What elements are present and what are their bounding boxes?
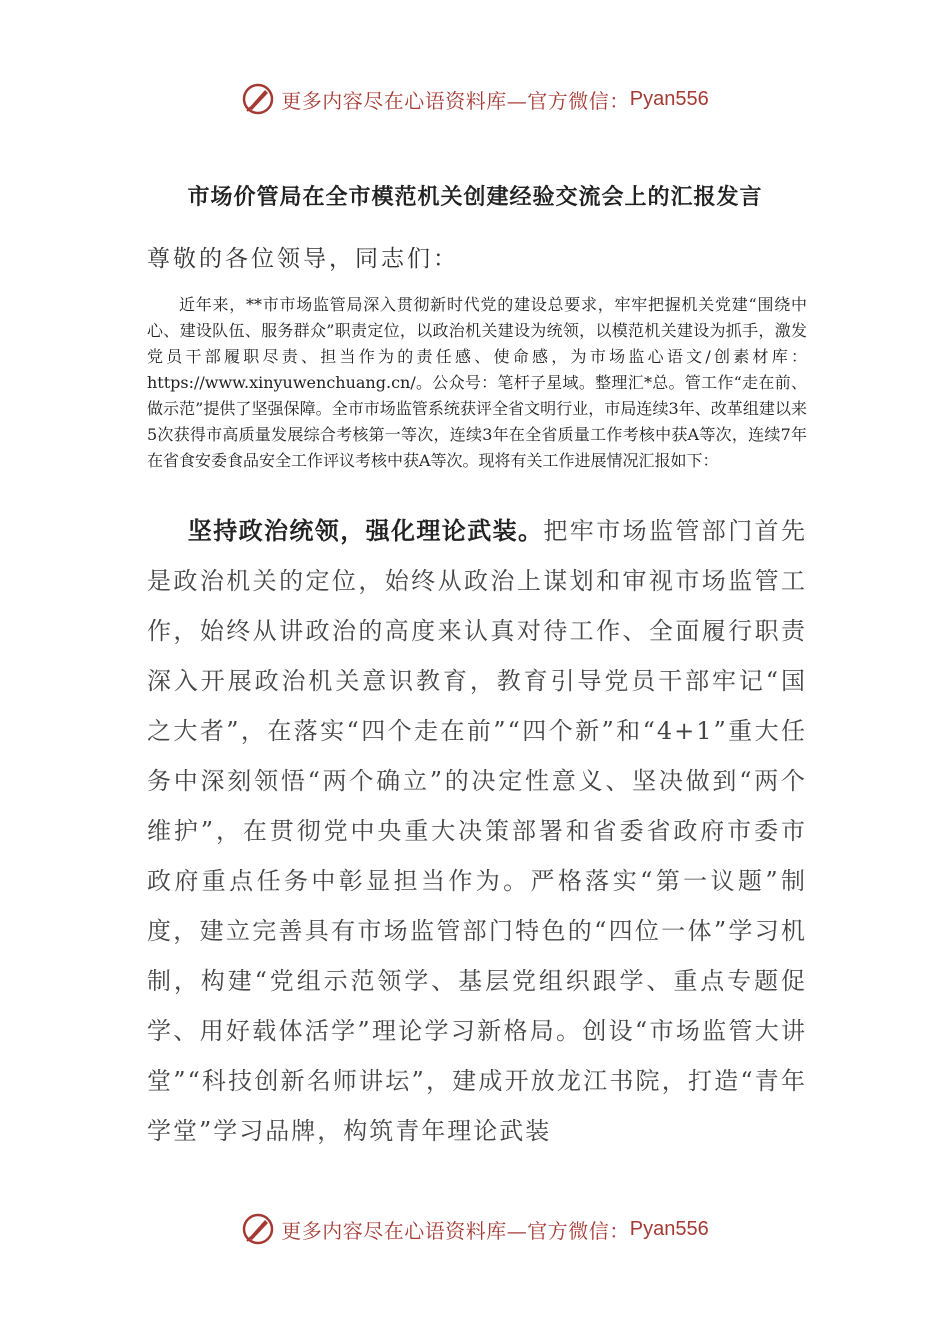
- watermark-wechat: Pyan556: [629, 1217, 709, 1240]
- section-heading: 坚持政治统领，强化理论武装。: [187, 517, 544, 545]
- section-text: 把牢市场监管部门首先是政治机关的定位，始终从政治上谋划和审视市场监管工作，始终从讲政治的高度来认真对待工作、全面履行职责深入开展政治机关意识教育，教育引导党员干部牢记“国之大者”，在落实“四个走在前”“四个新”和“4+1”重大任务中深刻领悟“两个确立”的决定性意义、坚决做到“两个维护”，在贯彻党中央重大决策部署和省委省政府市委市政府重点任务中彰显担当作为。严格落实“第一议题”制度，建立完善具有市场监管部门特色的“四位一体”学习机制，构建“党组示范领学、基层党组织跟学、重点专题促学、用好载体活学”理论学习新格局。创设“市场监管大讲堂”“科技创新名师讲坛”，建成开放龙江书院，打造“青年学堂”学习品牌，构筑青年理论武装: [147, 517, 808, 1145]
- watermark-wechat: Pyan556: [629, 87, 709, 110]
- watermark-banner-top: [0, 82, 950, 116]
- watermark-banner-bottom: [0, 1212, 950, 1246]
- salutation: 尊敬的各位领导，同志们：: [147, 246, 459, 272]
- document-title: 市场价管局在全市模范机关创建经验交流会上的汇报发言: [187, 185, 763, 210]
- section-paragraph: [147, 506, 807, 1156]
- quill-logo-icon: [241, 1212, 275, 1246]
- quill-logo-icon: [241, 82, 275, 116]
- watermark-text: 更多内容尽在心语资料库—官方微信：: [281, 1218, 630, 1243]
- intro-paragraph: 近年来，**市市场监管局深入贯彻新时代党的建设总要求，牢牢把握机关党建“围绕中心、建设队伍、服务群众”职责定位，以政治机关建设为统领，以模范机关建设为抓手，激发党员干部履职尽责、担当作为的责任感、使命感，为市场监心语文/创素材库：https://www.xinyuwenchuang.cn/。公众号：笔杆子星域。整理汇*总。管工作“走在前、做示范”提供了坚强保障。全市市场监管系统获评全省文明行业，市局连续3年、改革组建以来5次获得市高质量发展综合考核第一等次，连续3年在全省质量工作考核中获A等次，连续7年在省食安委食品安全工作评议考核中获A等次。现将有关工作进展情况汇报如下：: [147, 295, 807, 470]
- watermark-text: 更多内容尽在心语资料库—官方微信：: [281, 88, 630, 113]
